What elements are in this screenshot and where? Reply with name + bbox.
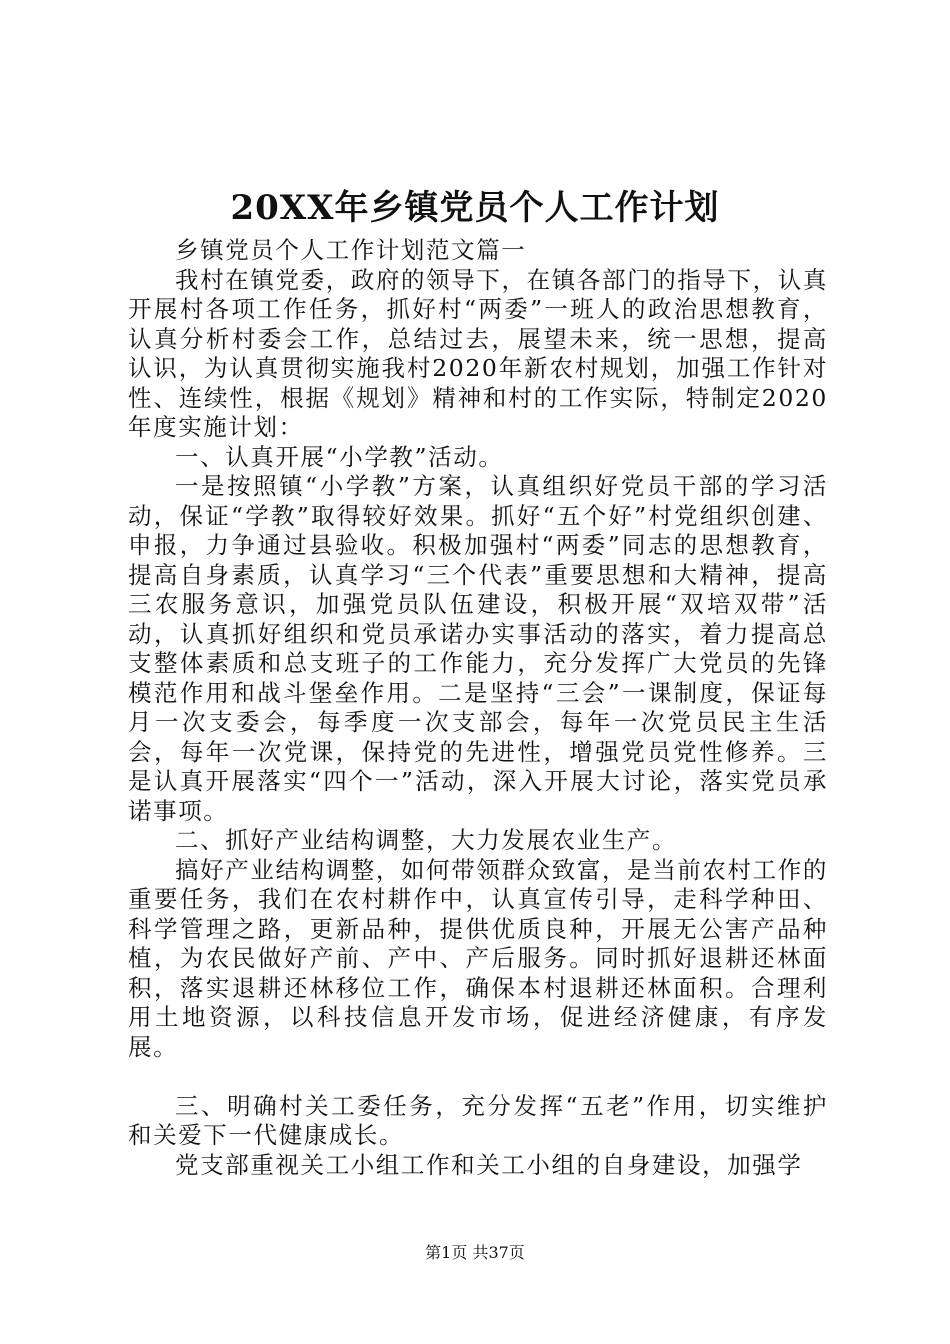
paragraph-intro: 我村在镇党委，政府的领导下，在镇各部门的指导下，认真开展村各项工作任务，抓好村“两委”一班人的政治思想教育，认真分析村委会工作，总结过去，展望未来，统一思想，提高认识，为认真贯彻实施我村2020年新农村规划，加强工作针对性、连续性，根据《规划》精神和村的工作实际，特制定2020年度实施计划： bbox=[128, 265, 828, 441]
section-subtitle: 乡镇党员个人工作计划范文篇一 bbox=[175, 236, 527, 264]
document-body bbox=[128, 236, 828, 1180]
heading-section-2: 二、抓好产业结构调整，大力发展农业生产。 bbox=[175, 826, 677, 854]
document-title: 20XX年乡镇党员个人工作计划 bbox=[230, 188, 720, 228]
paragraph-section-2: 搞好产业结构调整，如何带领群众致富，是当前农村工作的重要任务，我们在农村耕作中，认真宣传引导，走科学种田、科学管理之路，更新品种，提供优质良种，开展无公害产品种植，为农民做好产前、产中、产后服务。同时抓好退耕还林面积，落实退耕还林移位工作，确保本村退耕还林面积。合理利用土地资源，以科技信息开发市场，促进经济健康，有序发展。 bbox=[128, 855, 828, 1061]
heading-section-1: 一、认真开展“小学教”活动。 bbox=[175, 442, 504, 471]
paragraph-section-1: 一是按照镇“小学教”方案，认真组织好党员干部的学习活动，保证“学教”取得较好效果。抓好“五个好”村党组织创建、申报，力争通过县验收。积极加强村“两委”同志的思想教育，提高自身素质，认真学习“三个代表”重要思想和大精神，提高三农服务意识，加强党员队伍建设，积极开展“双培双带”活动，认真抓好组织和党员承诺办实事活动的落实，着力提高总支整体素质和总支班子的工作能力，充分发挥广大党员的先锋模范作用和战斗堡垒作用。二是坚持“三会”一课制度，保证每月一次支委会，每季度一次支部会，每年一次党员民主生活会，每年一次党课，保持党的先进性，增强党员党性修养。三是认真开展落实“四个一”活动，深入开展大讨论，落实党员承诺事项。 bbox=[128, 472, 828, 825]
heading-section-3: 三、明确村关工委任务，充分发挥“五老”作用，切实维护和关爱下一代健康成长。 bbox=[128, 1091, 828, 1149]
page-number-footer: 第1页 共37页 bbox=[425, 1243, 525, 1262]
paragraph-section-3: 党支部重视关工小组工作和关工小组的自身建设，加强学 bbox=[175, 1150, 803, 1179]
